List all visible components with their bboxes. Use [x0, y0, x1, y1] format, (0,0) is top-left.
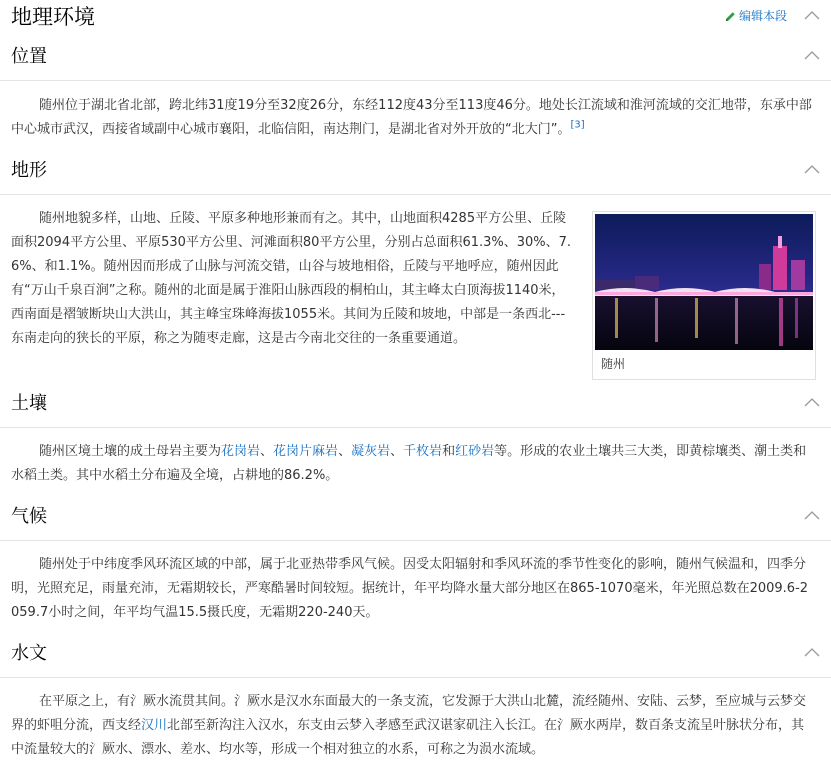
section-paragraph-terrain: 随州地貌多样，山地、丘陵、平原多种地形兼而有之。其中，山地面积4285平方公里、丘陵面积2094平方公里、平原530平方公里、河滩面积80平方公里，分别占总面积61.3%、30%、7.6%、和1.1%。随州因而形成了山脉与河流交错，山谷与坡地相俗，丘陵与平地呼应，随州因此有“万山千泉百涧”之称。随州的北面是属于淮阳山脉西段的桐柏山，其主峰太白顶海拔1140米，西南面是褶皱断块山大洪山，其主峰宝珠峰海拔1055米。其间为丘陵和坡地，中部是一条西北---东南走向的狭长的平原，称之为随枣走廊，这是古今南北交往的一条重要通道。 [11, 211, 572, 346]
section-header-hydrology [0, 636, 831, 677]
section-divider [0, 80, 831, 81]
section-paragraph-climate: 随州处于中纬度季风环流区域的中部，属于北亚热带季风气候。因受太阳辐射和季风环流的季节性变化的影响，随州气候温和，四季分明，光照充足，雨量充沛，无霜期较长，严寒酷暑时间较短。据统计，年平均降水量大部分地区在865-1070毫米，年光照总数在2009.6-2059.7小时之间，年平均气温15.5摄氏度，无霜期220-240天。 [11, 557, 809, 620]
hydrology-text: 北部至新沟注入汉水，东支由云梦入孝感至武汉谌家矶注入长江。在氵厥水两岸，数百条支流呈叶脉状分布，其中流量较大的氵厥水、漂水、差水、均水等，形成一个相对独立的水系，可称之为涢水流域。 [11, 718, 805, 757]
chevron-up-icon[interactable] [804, 646, 820, 658]
link-hanchuan[interactable]: 汉川 [141, 718, 168, 733]
link-tuff[interactable]: 凝灰岩 [351, 444, 391, 459]
section-paragraph-location [11, 94, 813, 142]
section-divider [0, 194, 831, 195]
figure-caption: 随州 [601, 357, 626, 371]
separator: 、 [390, 444, 404, 459]
separator: 和 [442, 444, 456, 459]
soil-text: 随州区境土壤的成土母岩主要为 [39, 444, 222, 459]
section-divider [0, 540, 831, 541]
hydrology-text: 在平原之上，有氵厥水流贯其间。氵厥水是汉水东面最大的一条支流，它发源于大洪山北麓，流经随州、安陆、云梦，至应城与云梦交界的虾咀分流，西支经 [11, 694, 807, 733]
edit-section-label: 编辑本段 [738, 9, 787, 23]
section-header-terrain [0, 153, 831, 194]
chevron-up-icon[interactable] [804, 396, 820, 408]
link-red-sandstone[interactable]: 红砂岩 [455, 444, 495, 459]
section-paragraph-soil [11, 440, 815, 488]
link-granite-gneiss[interactable]: 花岗片麻岩 [273, 444, 339, 459]
section-divider [0, 677, 831, 678]
section-header-climate [0, 499, 831, 540]
figure-suizhou [592, 211, 816, 380]
pencil-icon [725, 11, 736, 22]
chevron-up-icon[interactable] [804, 509, 820, 521]
section-paragraph-hydrology [11, 690, 815, 762]
chevron-up-icon[interactable] [804, 49, 820, 61]
chevron-up-icon[interactable] [804, 9, 820, 21]
section-title-location: 位置 [11, 46, 47, 67]
suizhou-night-photo[interactable] [595, 214, 813, 350]
edit-section-link[interactable] [725, 6, 787, 26]
chevron-up-icon[interactable] [804, 163, 820, 175]
link-granite[interactable]: 花岗岩 [221, 444, 261, 459]
section-divider [0, 427, 831, 428]
section-title-terrain: 地形 [11, 160, 47, 181]
separator: 、 [260, 444, 274, 459]
soil-text: 等。形成的农业土壤共三大类，即黄棕壤类、潮土类和水稻土类。其中水稻土分布遍及全境，占耕地的86.2%。 [11, 444, 807, 483]
separator: 、 [338, 444, 352, 459]
page-title: 地理环境 [11, 5, 95, 29]
section-title-hydrology: 水文 [11, 643, 47, 664]
section-title-climate: 气候 [11, 506, 47, 527]
location-text: 随州位于湖北省北部，跨北纬31度19分至32度26分，东经112度43分至113度46分。地处长江流域和淮河流域的交汇地带，东承中部中心城市武汉，西接省域副中心城市襄阳，北临信阳，南达荆门，是湖北省对外开放的“北大门”。 [11, 98, 812, 137]
section-header-soil [0, 386, 831, 427]
link-phyllite[interactable]: 千枚岩 [403, 444, 443, 459]
section-header-location [0, 39, 831, 80]
section-title-soil: 土壤 [11, 393, 47, 414]
reference-link[interactable]: [3] [570, 119, 585, 131]
